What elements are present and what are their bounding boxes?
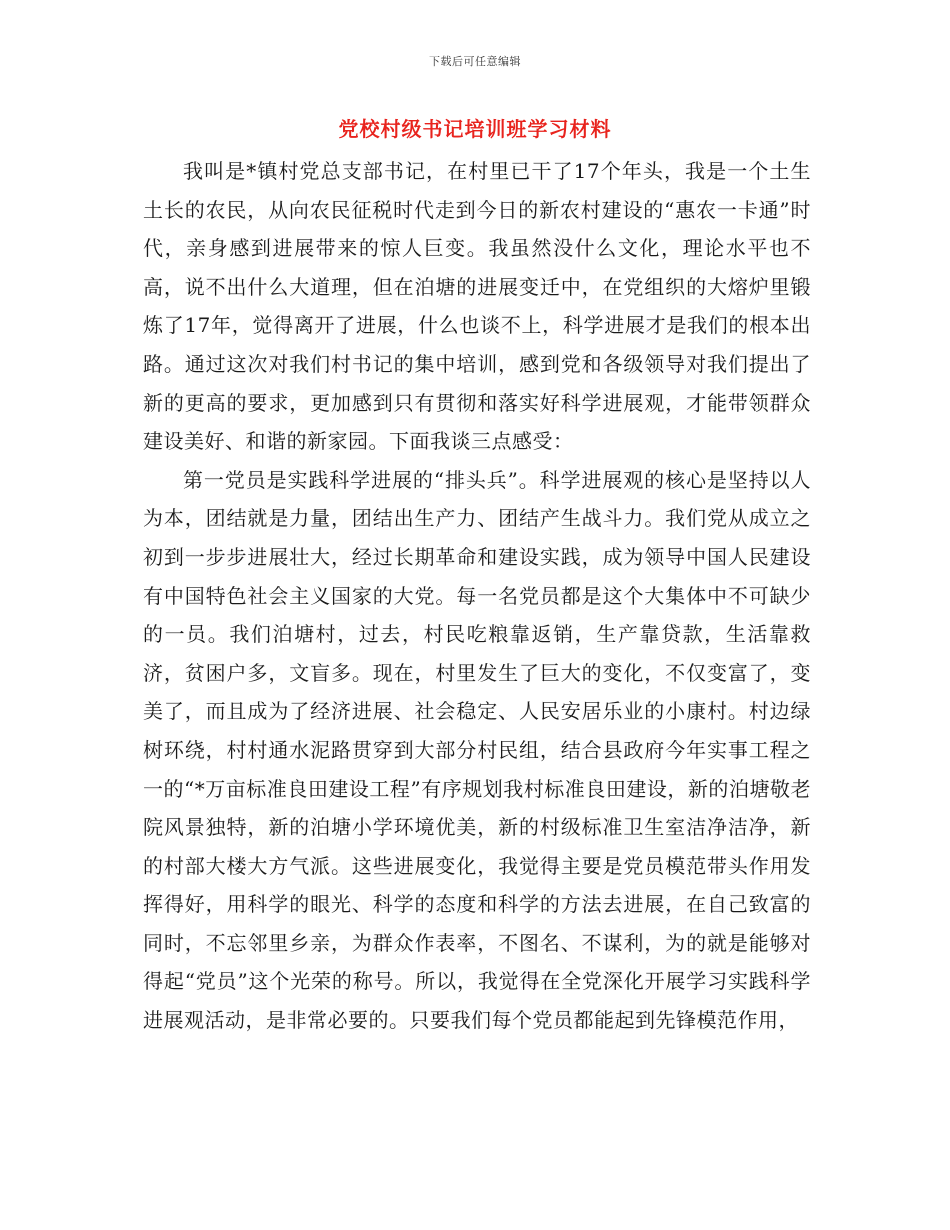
paragraph-intro: 我叫是*镇村党总支部书记，在村里已干了17个年头，我是一个土生土长的农民，从向农民征税时代走到今日的新农村建设的“惠农一卡通”时代，亲身感到进展带来的惊人巨变。我虽然没什么文化，理论水平也不高，说不出什么大道理，但在泊塘的进展变迁中，在党组织的大熔炉里锻炼了17年，觉得离开了进展，什么也谈不上，科学进展才是我们的根本出路。通过这次对我们村书记的集中培训，感到党和各级领导对我们提出了新的更高的要求，更加感到只有贯彻和落实好科学进展观，才能带领群众建设美好、和谐的新家园。下面我谈三点感受： bbox=[143, 159, 811, 454]
document-title: 党校村级书记培训班学习材料 bbox=[338, 117, 612, 141]
paragraph-point-one: 第一党员是实践科学进展的“排头兵”。科学进展观的核心是坚持以人为本，团结就是力量，团结出生产力、团结产生战斗力。我们党从成立之初到一步步进展壮大，经过长期革命和建设实践，成为领导中国人民建设有中国特色社会主义国家的大党。每一名党员都是这个大集体中不可缺少的一员。我们泊塘村，过去，村民吃粮靠返销，生产靠贷款，生活靠救济，贫困户多，文盲多。现在，村里发生了巨大的变化，不仅变富了，变美了，而且成为了经济进展、社会稳定、人民安居乐业的小康村。村边绿树环绕，村村通水泥路贯穿到大部分村民组，结合县政府今年实事工程之一的“*万亩标准良田建设工程”有序规划我村标准良田建设，新的泊塘敬老院风景独特，新的泊塘小学环境优美，新的村级标准卫生室洁净洁净，新的村部大楼大方气派。这些进展变化，我觉得主要是党员模范带头作用发挥得好，用科学的眼光、科学的态度和科学的方法去进展，在自己致富的同时，不忘邻里乡亲，为群众作表率，不图名、不谋利，为的就是能够对得起“党员”这个光荣的称号。所以，我觉得在全党深化开展学习实践科学进展观活动，是非常必要的。只要我们每个党员都能起到先锋模范作用， bbox=[143, 467, 811, 1033]
header-note: 下载后可任意编辑 bbox=[429, 55, 521, 68]
document-body bbox=[143, 152, 811, 1040]
